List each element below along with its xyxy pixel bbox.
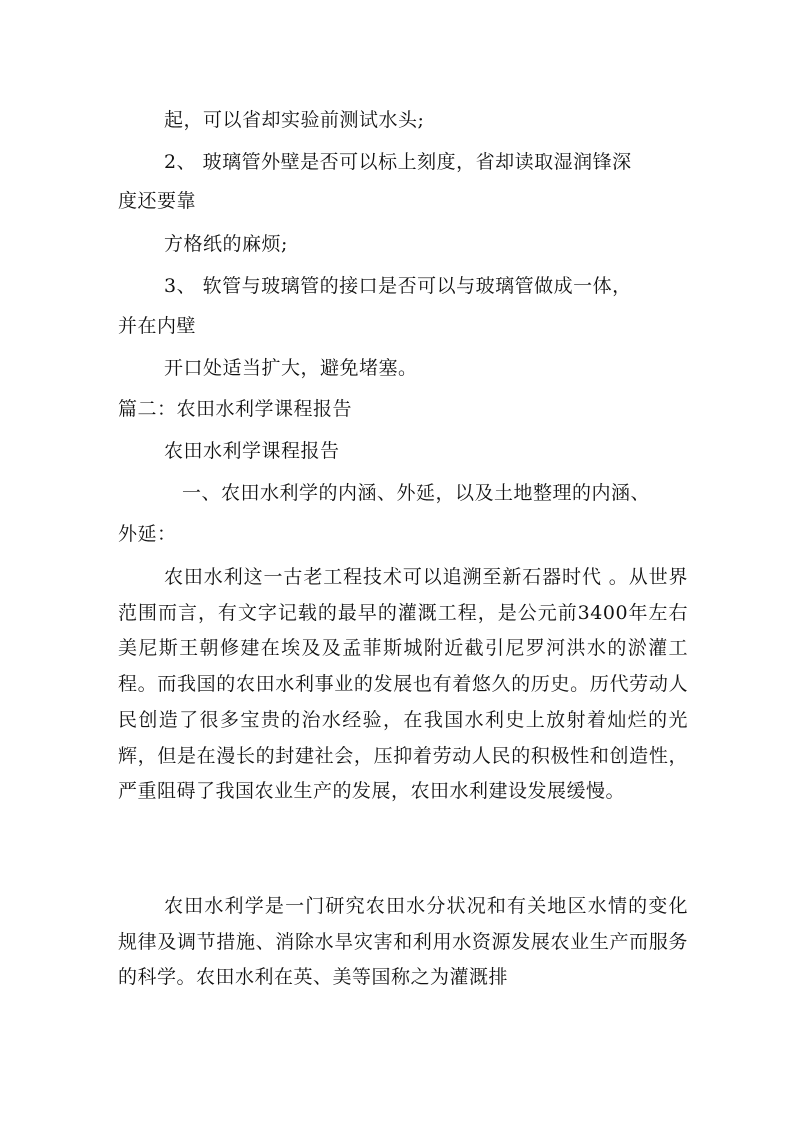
text-line: 方格纸的麻烦;: [164, 233, 288, 255]
text-line: 度还要靠: [118, 190, 197, 212]
list-item-3: 3、 软管与玻璃管的接口是否可以与玻璃管做成一体，: [164, 275, 632, 297]
section-heading: 一、农田水利学的内涵、外延，以及土地整理的内涵、: [182, 482, 651, 504]
body-paragraph-1: 农田水利这一古老工程技术可以追溯至新石器时代 。从世界范围而言，有文字记载的最早的灌溉工程，是公元前3400年左右美尼斯王朝修建在埃及及孟菲斯城附近截引尼罗河洪水的淤灌工程。而我国的农田水利事业的发展也有着悠久的历史。历代劳动人民创造了很多宝贵的治水经验，在我国水利史上放射着灿烂的光辉，但是在漫长的封建社会，压抑着劳动人民的积极性和创造性，严重阻碍了我国农业生产的发展，农田水利建设发展缓慢。: [118, 566, 688, 803]
body-paragraph-2: 农田水利学是一门研究农田水分状况和有关地区水情的变化规律及调节措施、消除水旱灾害和利用水资源发展农业生产而服务的科学。农田水利在英、美等国称之为灌溉排: [118, 895, 688, 989]
text-line: 起，可以省却实验前测试水头;: [164, 109, 425, 131]
section-heading-cont: 外延：: [118, 523, 177, 545]
section-title: 篇二：农田水利学课程报告: [118, 398, 353, 420]
list-item-2: 2、 玻璃管外壁是否可以标上刻度，省却读取湿润锋深: [164, 151, 632, 173]
report-title: 农田水利学课程报告: [164, 440, 340, 462]
text-line: 并在内壁: [118, 315, 197, 337]
text-line: 开口处适当扩大，避免堵塞。: [164, 357, 418, 379]
